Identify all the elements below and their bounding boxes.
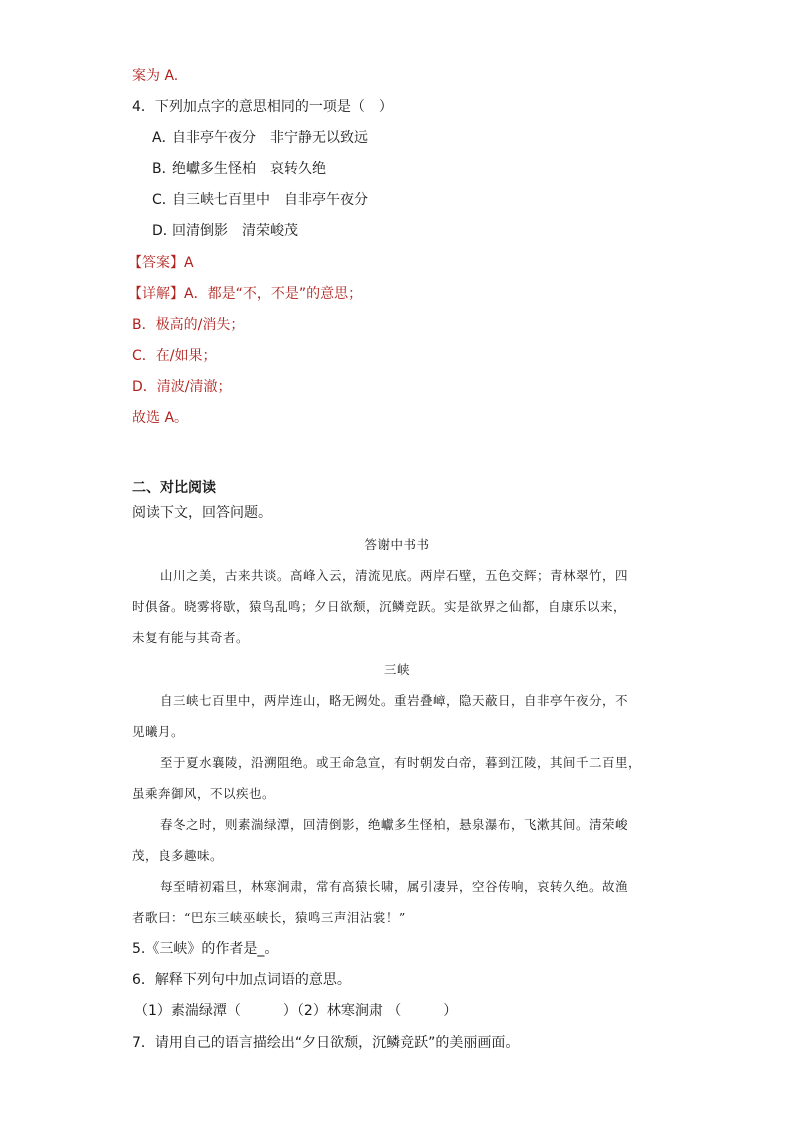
option-label: A． [152,130,176,146]
question-6: 6．解释下列句中加点词语的意思。 [132,972,351,988]
q4-option-c [152,190,368,210]
passage-2-line: 至于夏水襄陵，沿溯阻绝。或王命急宣，有时朝发白帝，暮到江陵，其间千二百里， [160,755,642,770]
option-label: C． [152,192,176,208]
q4-detail-b: B．极高的/消失； [132,317,245,333]
option-text: 回清倒影 清荣峻茂 [172,223,298,239]
passage-1-line: 山川之美，古来共谈。高峰入云，清流见底。两岸石壁，五色交辉；青林翠竹，四 [160,568,629,583]
passage-1-line: 时俱备。晓雾将歇，猿鸟乱鸣；夕日欲颓，沉鳞竞跃。实是欲界之仙都，自康乐以来， [132,599,627,614]
passage-2-title: 三峡 [383,662,410,677]
q4-conclusion: 故选 A。 [132,410,189,426]
question-7: 7．请用自己的语言描绘出“夕日欲颓，沉鳞竞跃”的美丽画面。 [132,1035,520,1051]
answer-fragment: 案为 A. [132,68,179,84]
q4-detail-d: D．清波/清澈； [132,379,232,395]
passage-1-line: 未复有能与其奇者。 [132,630,250,645]
q4-answer: 【答案】A [128,255,194,271]
q4-option-a [152,128,368,148]
option-label: B． [152,161,176,177]
passage-2-line: 每至晴初霜旦，林寒涧肃，常有高猿长啸，属引凄异，空谷传响，哀转久绝。故渔 [160,879,629,894]
question-6-items: （1）素湍绿潭（ ）（2）林寒涧肃 （ ） [134,1003,458,1019]
q4-option-b [152,159,326,179]
passage-2-line: 虽乘奔御风，不以疾也。 [132,786,276,801]
passage-1-title: 答谢中书书 [364,537,430,552]
q4-option-d [152,221,298,241]
reading-instruction: 阅读下文，回答问题。 [132,505,272,521]
option-text: 自三峡七百里中 自非亭午夜分 [172,192,368,208]
passage-2-line: 茂，良多趣味。 [132,848,224,863]
option-text: 自非亭午夜分 非宁静无以致远 [172,130,368,146]
q4-detail-c: C．在/如果； [132,348,217,364]
passage-2-line: 者歌曰：“巴东三峡巫峡长，猿鸣三声泪沾裳！” [132,910,406,925]
passage-2-line: 春冬之时，则素湍绿潭，回清倒影，绝巘多生怪柏，悬泉瀑布，飞漱其间。清荣峻 [160,817,629,832]
passage-2-line: 自三峡七百里中，两岸连山，略无阙处。重岩叠嶂，隐天蔽日，自非亭午夜分，不 [160,693,629,708]
option-label: D． [152,223,177,239]
section-heading: 二、对比阅读 [132,480,216,496]
q4-detail-a: 【详解】A．都是“不，不是”的意思； [128,286,363,302]
passage-2-line: 见曦月。 [132,724,185,739]
question-5: 5.《三峡》的作者是_。 [132,941,279,957]
question-4-stem: 4．下列加点字的意思相同的一项是（ ） [132,99,393,115]
option-text: 绝巘多生怪柏 哀转久绝 [172,161,326,177]
